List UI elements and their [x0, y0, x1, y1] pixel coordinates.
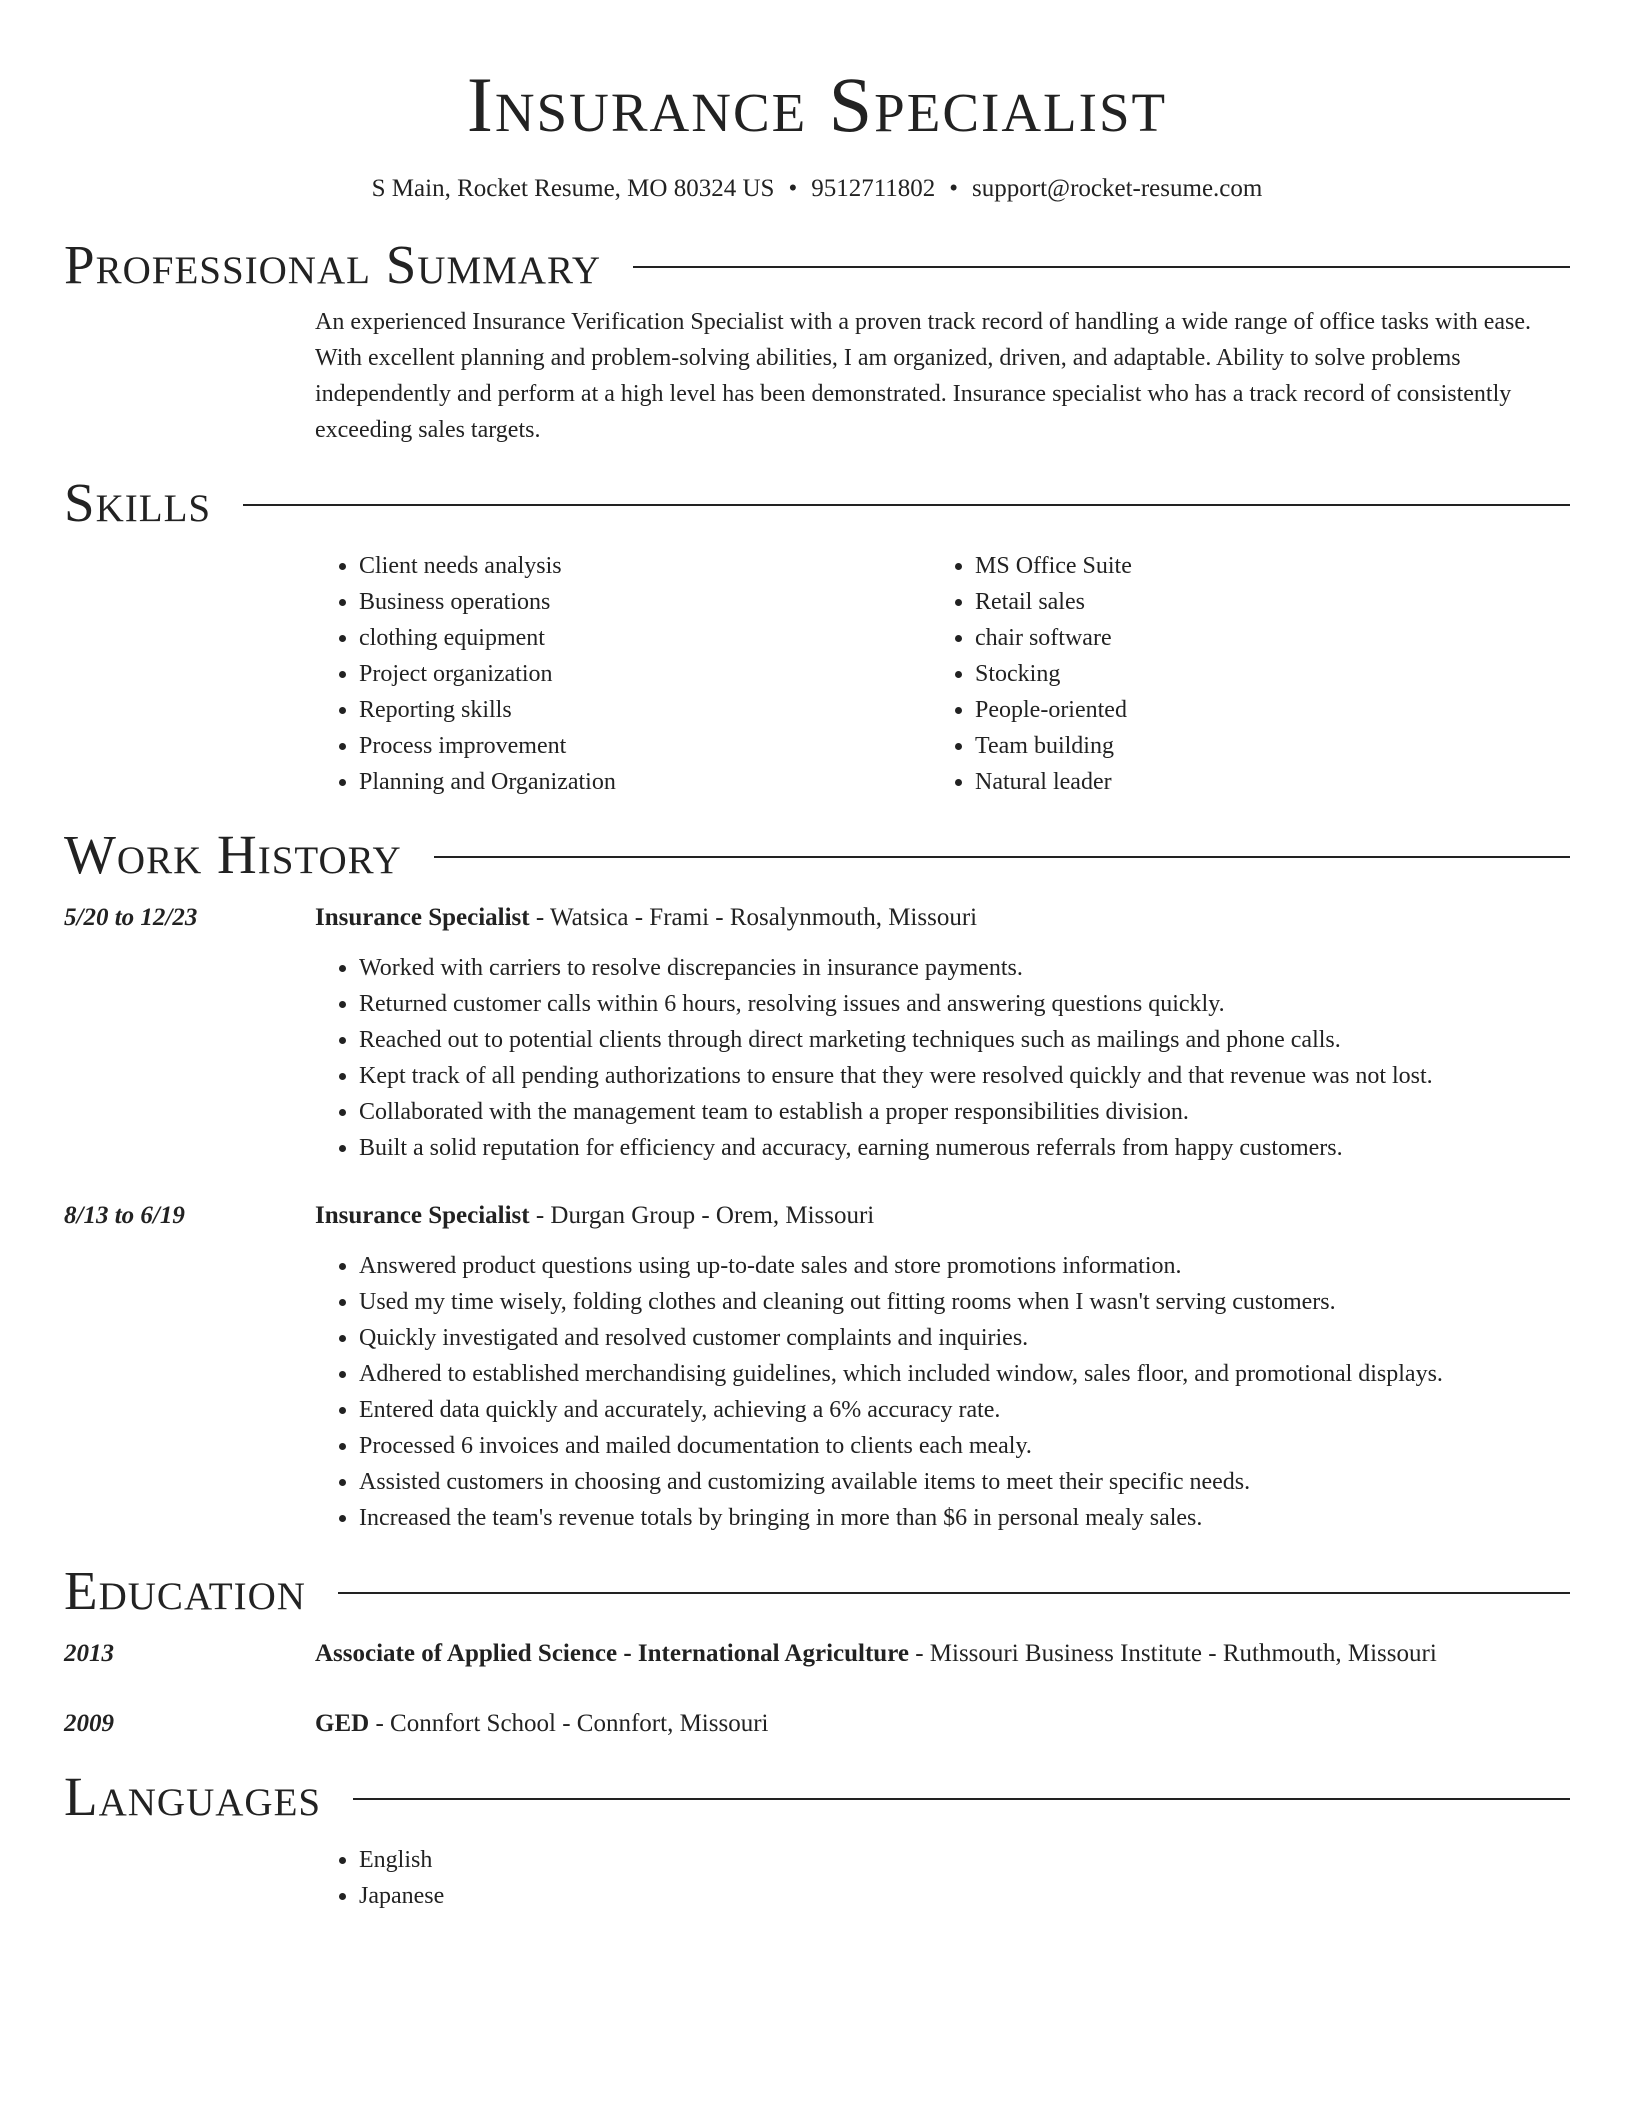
skills-row [64, 548, 1570, 800]
skill-item: • Business operations [359, 584, 931, 620]
contact-address: S Main, Rocket Resume, MO 80324 US [371, 175, 775, 202]
education-details: - Missouri Business Institute - Ruthmouth, Missouri [908, 1640, 1437, 1667]
job-details: - Watsica - Frami - Rosalynmouth, Missouri [529, 904, 978, 931]
job-bullet: • Answered product questions using up-to-date sales and store promotions information. [359, 1248, 1570, 1284]
education-section-title: Education [64, 1560, 306, 1621]
job-title-line [315, 900, 1570, 936]
skill-item: • chair software [975, 620, 1132, 656]
job-content [315, 900, 1570, 1166]
skill-item: • Retail sales [975, 584, 1132, 620]
job-bullet: • Returned customer calls within 6 hours, resolving issues and answering questions quickly. [359, 986, 1570, 1022]
education-degree: Associate of Applied Science - International Agriculture [315, 1640, 909, 1667]
job-position: Insurance Specialist [315, 1202, 530, 1229]
job-bullet: • Used my time wisely, folding clothes and cleaning out fitting rooms when I wasn't serving customers. [359, 1284, 1570, 1320]
contact-phone: 9512711802 [811, 175, 936, 202]
language-item: • Japanese [359, 1878, 1570, 1914]
skill-item: • clothing equipment [359, 620, 931, 656]
contact-line [64, 172, 1570, 206]
job-bullet: • Quickly investigated and resolved customer complaints and inquiries. [359, 1320, 1570, 1356]
job-bullet: • Adhered to established merchandising guidelines, which included window, sales floor, and promotional displays. [359, 1356, 1570, 1392]
skills-list-right [931, 548, 1132, 800]
education-entry [64, 1636, 1570, 1672]
job-title-line [315, 1198, 1570, 1234]
languages-section-header [64, 1764, 1570, 1830]
job-details: - Durgan Group - Orem, Missouri [529, 1202, 875, 1229]
job-dates: 8/13 to 6/19 [64, 1202, 185, 1229]
work-section-title: Work History [64, 824, 402, 885]
skill-item: • Planning and Organization [359, 764, 931, 800]
skills-list-left [315, 548, 931, 800]
job-bullet: • Entered data quickly and accurately, achieving a 6% accuracy rate. [359, 1392, 1570, 1428]
skills-section-title: Skills [64, 472, 212, 533]
languages-row [64, 1842, 1570, 1914]
summary-section-title: Professional Summary [64, 234, 602, 295]
skills-columns [315, 548, 1570, 800]
section-divider [633, 266, 1570, 268]
skill-item: • Process improvement [359, 728, 931, 764]
section-divider [434, 856, 1570, 858]
skill-item: • Natural leader [975, 764, 1132, 800]
job-position: Insurance Specialist [315, 904, 530, 931]
language-item: • English [359, 1842, 1570, 1878]
job-bullet-list [315, 1248, 1570, 1536]
skill-item: • Reporting skills [359, 692, 931, 728]
job-bullet: • Collaborated with the management team to establish a proper responsibilities division. [359, 1094, 1570, 1130]
job-entry [64, 1198, 1570, 1536]
job-content [315, 1198, 1570, 1536]
job-entry [64, 900, 1570, 1166]
section-divider [338, 1592, 1570, 1594]
job-bullet: • Assisted customers in choosing and customizing available items to meet their specific needs. [359, 1464, 1570, 1500]
section-divider [353, 1798, 1570, 1800]
education-section-header [64, 1558, 1570, 1624]
education-line [315, 1636, 1570, 1672]
education-entry [64, 1706, 1570, 1742]
skill-item: • Stocking [975, 656, 1132, 692]
education-year: 2009 [64, 1710, 114, 1737]
education-details: - Connfort School - Connfort, Missouri [369, 1710, 769, 1737]
education-line [315, 1706, 1570, 1742]
languages-list [315, 1842, 1570, 1914]
languages-content [315, 1842, 1570, 1914]
contact-separator: • [949, 175, 959, 202]
job-dates: 5/20 to 12/23 [64, 904, 198, 931]
skill-item: • Team building [975, 728, 1132, 764]
job-bullet: • Reached out to potential clients through direct marketing techniques such as mailings and phone calls. [359, 1022, 1570, 1058]
job-bullet: • Worked with carriers to resolve discrepancies in insurance payments. [359, 950, 1570, 986]
summary-left-spacer [64, 304, 315, 448]
languages-section-title: Languages [64, 1766, 322, 1827]
contact-email: support@rocket-resume.com [972, 175, 1263, 202]
job-bullet-list [315, 950, 1570, 1166]
work-section-header [64, 822, 1570, 888]
resume-page [64, 0, 1570, 1914]
job-bullet: • Kept track of all pending authorizations to ensure that they were resolved quickly and that revenue was not lost. [359, 1058, 1570, 1094]
education-year: 2013 [64, 1640, 114, 1667]
contact-separator: • [788, 175, 798, 202]
skill-item: • Project organization [359, 656, 931, 692]
skill-item: • MS Office Suite [975, 548, 1132, 584]
resume-name: Insurance Specialist [466, 61, 1168, 148]
job-bullet: • Built a solid reputation for efficiency and accuracy, earning numerous referrals from happy customers. [359, 1130, 1570, 1166]
job-bullet: • Increased the team's revenue totals by bringing in more than $6 in personal mealy sales. [359, 1500, 1570, 1536]
summary-section-header [64, 232, 1570, 298]
job-bullet: • Processed 6 invoices and mailed documentation to clients each mealy. [359, 1428, 1570, 1464]
education-degree: GED [315, 1710, 370, 1737]
skill-item: • People-oriented [975, 692, 1132, 728]
summary-text: An experienced Insurance Verification Specialist with a proven track record of handling a wide range of office tasks with ease. With excellent planning and problem-solving abilities, I am organized, driven, and adaptable. Ability to solve problems independently and perform at a high level has been demonstrated. Insurance specialist who has a track record of consistently exceeding sales targets. [315, 309, 1531, 443]
languages-left-spacer [64, 1842, 315, 1914]
skills-section-header [64, 470, 1570, 536]
section-divider [243, 504, 1570, 506]
skills-left-spacer [64, 548, 315, 800]
summary-row [64, 304, 1570, 448]
skill-item: • Client needs analysis [359, 548, 931, 584]
